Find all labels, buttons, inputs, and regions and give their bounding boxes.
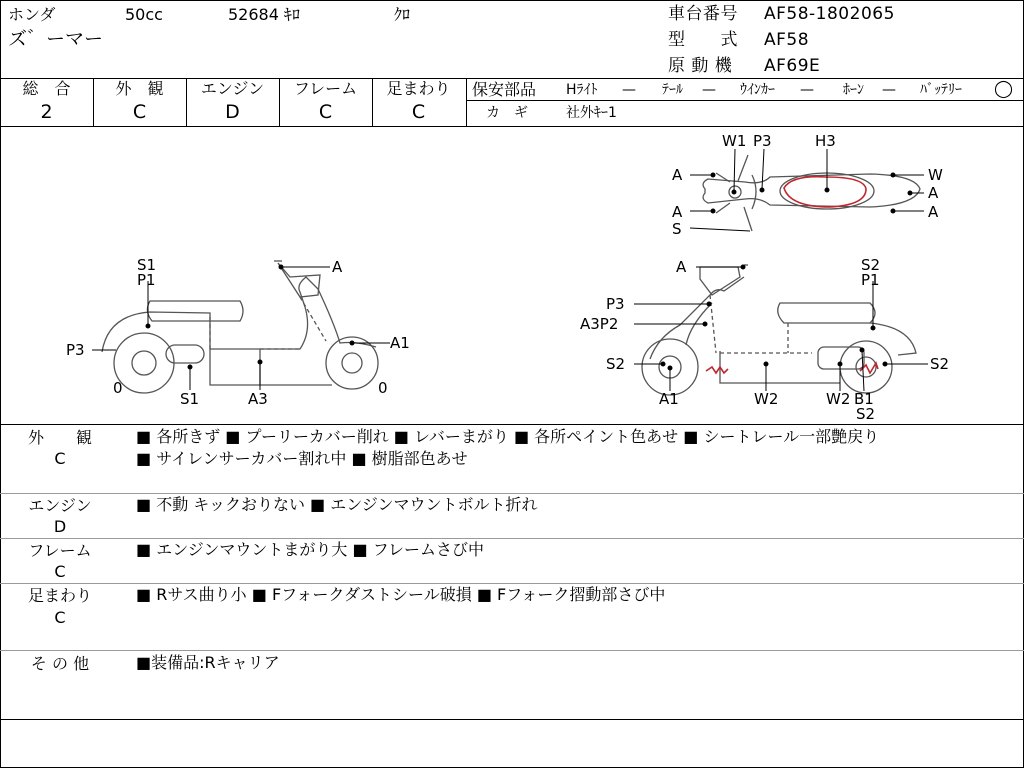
- label-a: A: [928, 184, 939, 202]
- label-a: A: [672, 166, 683, 184]
- chassis-value: AF58-1802065: [764, 4, 895, 24]
- leader-lines: [92, 149, 928, 391]
- label-s2: S2: [606, 355, 626, 373]
- type-value: AF58: [764, 30, 810, 50]
- label-s1: S1: [180, 390, 200, 408]
- label-a: A: [676, 258, 687, 276]
- label-a: A: [672, 203, 683, 221]
- safety-label: 保安部品: [472, 80, 537, 99]
- key-value: 社外ｷｰ1: [566, 105, 617, 121]
- label-a1: A1: [390, 334, 410, 352]
- grade-frame-value: C: [318, 101, 333, 123]
- grade-suspension-value: C: [411, 101, 426, 123]
- section-grade: C: [54, 449, 66, 468]
- label-s2: S2: [930, 355, 950, 373]
- grade-engine-value: D: [225, 101, 240, 123]
- grade-suspension-label: 足まわり: [386, 79, 451, 98]
- label-w2: W2: [754, 390, 779, 408]
- section-line: ■ 各所きず ■ プーリーカバー削れ ■ レバーまがり ■ 各所ペイント色あせ ■ シートレール一部艶戻り: [136, 427, 880, 446]
- section-grade: C: [54, 562, 66, 581]
- section-grade: C: [54, 608, 66, 627]
- section-label: フレーム: [28, 541, 92, 560]
- label-h3: H3: [815, 132, 836, 150]
- label-s2: S2: [861, 256, 881, 274]
- grade-frame-label: フレーム: [293, 79, 358, 98]
- safety-divider: [466, 100, 1024, 101]
- section-line: ■ サイレンサーカバー割れ中 ■ 樹脂部色あせ: [136, 449, 468, 468]
- engine-value: AF69E: [764, 56, 821, 76]
- safety-winker-label: ｳｲﾝｶｰ: [740, 82, 775, 98]
- section-label: 足まわり: [27, 586, 92, 605]
- label-p3: P3: [66, 341, 85, 359]
- grade-divider: [372, 78, 373, 126]
- safety-tail-label: ﾃｰﾙ: [662, 82, 683, 98]
- label-zero: 0: [378, 379, 388, 397]
- safety-headlight-label: Hﾗｲﾄ: [566, 82, 598, 98]
- grade-engine-label: エンジン: [200, 79, 265, 98]
- grade-exterior-value: C: [132, 101, 147, 123]
- grade-overall-label: 総 合: [22, 79, 71, 98]
- grade-divider: [279, 78, 280, 126]
- label-p3: P3: [606, 295, 625, 313]
- section-line: ■ Rサス曲り小 ■ Fフォークダストシール破損 ■ Fフォーク摺動部さび中: [136, 585, 666, 604]
- displacement: 50cc: [125, 5, 163, 24]
- section-label: そ の 他: [30, 654, 90, 673]
- label-a: A: [928, 203, 939, 221]
- key-label: カ ギ: [486, 105, 528, 121]
- section-line: ■ エンジンマウントまがり大 ■ フレームさび中: [136, 540, 485, 559]
- grade-exterior-label: 外 観: [115, 79, 164, 98]
- safety-battery-label: ﾊﾞｯﾃﾘｰ: [920, 82, 962, 98]
- label-p3: P3: [753, 132, 772, 150]
- divider: [0, 719, 1024, 720]
- label-b1: B1: [854, 390, 874, 408]
- safety-winker-value: —: [800, 82, 814, 98]
- label-s2: S2: [856, 405, 876, 423]
- section-line: ■装備品:Rキャリア: [136, 653, 280, 672]
- section-label: エンジン: [28, 496, 92, 515]
- engine-label: 原 動 機: [668, 56, 733, 76]
- chassis-label: 車台番号: [668, 4, 738, 24]
- safety-headlight-value: —: [622, 82, 636, 98]
- safety-horn-value: —: [882, 82, 896, 98]
- divider: [0, 650, 1024, 651]
- type-label: 型 式: [668, 30, 738, 50]
- label-a3p2: A3P2: [580, 315, 619, 333]
- section-line: ■ 不動 キックおりない ■ エンジンマウントボルト折れ: [136, 495, 538, 514]
- grade-divider: [186, 78, 187, 126]
- safety-tail-value: —: [702, 82, 716, 98]
- label-a1: A1: [659, 390, 679, 408]
- color: ｸﾛ: [394, 5, 411, 24]
- label-s1: S1: [137, 256, 157, 274]
- label-a: A: [332, 258, 343, 276]
- section-label: 外 観: [27, 428, 92, 447]
- label-w1: W1: [722, 132, 747, 150]
- safety-battery-value: ◯: [994, 79, 1014, 99]
- mileage: 52684 ｷﾛ: [228, 5, 300, 24]
- grade-overall-value: 2: [40, 101, 53, 123]
- safety-horn-label: ﾎｰﾝ: [843, 82, 864, 98]
- condition-diagram: [0, 127, 1024, 425]
- label-p1: P1: [861, 271, 880, 289]
- label-s: S: [672, 220, 682, 238]
- grade-divider: [466, 78, 467, 126]
- divider: [0, 424, 1024, 425]
- model-name: ズ゛ーマー: [8, 28, 104, 50]
- label-w2: W2: [826, 390, 851, 408]
- label-zero: 0: [113, 379, 123, 397]
- label-p1: P1: [137, 271, 156, 289]
- grade-divider: [93, 78, 94, 126]
- label-w: W: [928, 166, 943, 184]
- section-grade: D: [53, 517, 67, 536]
- label-a3: A3: [248, 390, 268, 408]
- maker: ホンダ: [8, 5, 56, 24]
